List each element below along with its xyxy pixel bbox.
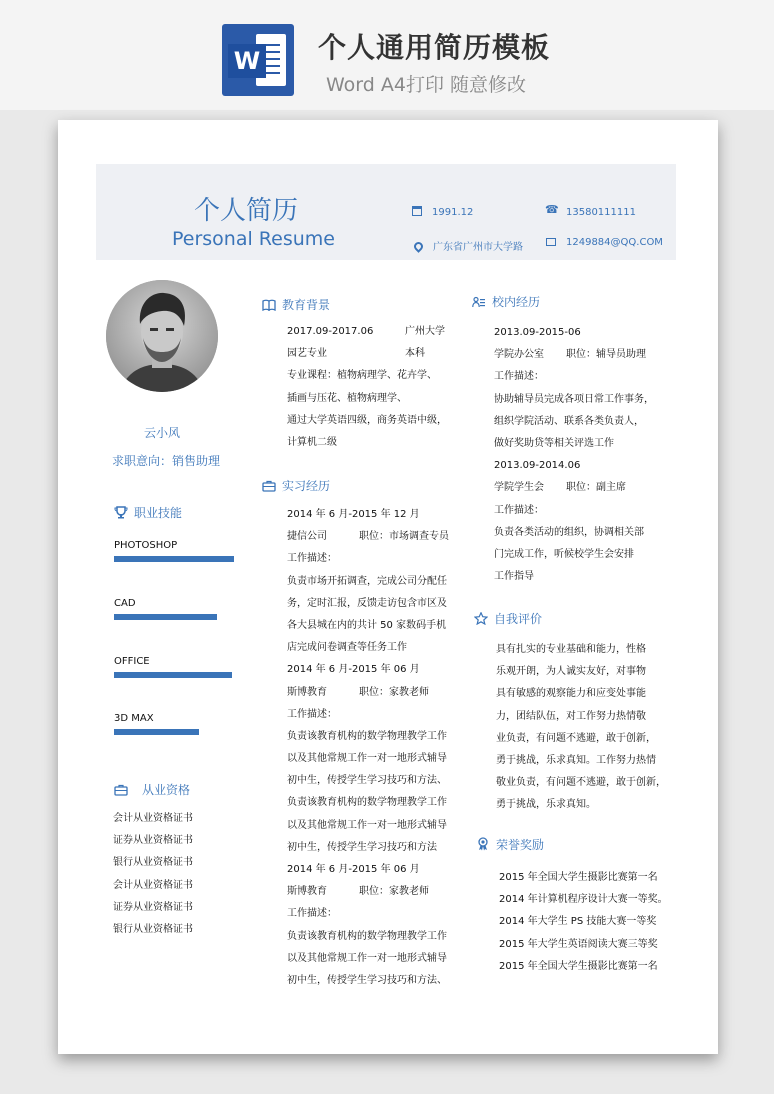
word-letter: W (228, 44, 266, 78)
text-line (287, 881, 447, 903)
skill-name: OFFICE (114, 656, 150, 667)
text-line (287, 526, 447, 548)
text-line (494, 477, 654, 499)
line-text: 门完成工作，听候校学生会安排 (494, 548, 634, 560)
line-text: 2013.09-2014.06 (494, 460, 581, 472)
text-line (287, 948, 447, 970)
internship-title-text: 实习经历 (282, 479, 331, 493)
banner-subtitle: Word A4打印 随意修改 (326, 74, 527, 96)
phone-info (546, 206, 636, 218)
line-text: 工作描述： (287, 553, 337, 565)
text-line (287, 548, 447, 570)
line-text: 组织学院活动、联系各类负责人， (494, 415, 644, 427)
text-line: 2015 年大学生英语阅读大赛三等奖 (499, 938, 658, 950)
line-text: 学院办公室 (494, 349, 544, 361)
suitcase-icon (262, 480, 276, 492)
text-line (494, 544, 654, 566)
address-info (414, 238, 523, 253)
education-list (287, 321, 447, 454)
education-title-text: 教育背景 (282, 298, 331, 312)
text-line (287, 859, 447, 881)
skill-item (114, 598, 136, 609)
line-text: 负责该教育机构的数学物理教学工作 (287, 797, 447, 809)
text-line (287, 970, 447, 992)
job-intent: 求职意向：销售助理 (112, 454, 221, 468)
line-text: 工作描述： (287, 908, 337, 920)
text-line: 银行从业资格证书 (113, 923, 193, 935)
trophy-icon (114, 506, 128, 518)
star-icon (474, 612, 488, 624)
line-text: 工作描述： (494, 371, 544, 383)
resume-subtitle: Personal Resume (172, 228, 335, 250)
mail-icon (546, 238, 556, 246)
text-line (287, 637, 447, 659)
line-text: 2014 年 6 月-2015 年 06 月 (287, 664, 420, 676)
text-line (287, 726, 447, 748)
line-text-secondary: 职位：辅导员助理 (566, 349, 646, 361)
line-text: 协助辅导员完成各项日常工作事务， (494, 393, 654, 405)
text-line (287, 815, 447, 837)
selfeval-list (496, 639, 666, 817)
calendar-icon (412, 206, 422, 216)
text-line: 勇于挑战，乐求真知。工作努力热情 (496, 754, 656, 766)
resume-title: 个人简历 (194, 196, 299, 226)
email-text: 1249884@QQ.COM (566, 237, 663, 248)
text-line: 证券从业资格证书 (113, 835, 193, 847)
text-line: 证券从业资格证书 (113, 901, 193, 913)
selfeval-title-text: 自我评价 (494, 612, 543, 626)
line-text: 各大县城在内的共计 50 家数码手机 (287, 619, 447, 631)
text-line (494, 566, 654, 588)
skill-level-bar (114, 556, 234, 562)
email-info (546, 237, 663, 248)
line-text: 负责该教育机构的数学物理教学工作 (287, 930, 447, 942)
line-text: 以及其他常规工作一对一地形式辅导 (287, 952, 447, 964)
line-text: 计算机二级 (287, 436, 337, 448)
campus-section-title (472, 293, 540, 310)
line-text-secondary: 职位：家教老师 (359, 886, 429, 898)
line-text-secondary: 职位：家教老师 (359, 686, 429, 698)
line-text-secondary: 职位：副主席 (566, 482, 626, 494)
text-line (287, 593, 447, 615)
line-text: 斯博教育 (287, 886, 327, 898)
skill-level-bar (114, 672, 232, 678)
address-text: 广东省广州市大学路 (433, 242, 523, 253)
line-text: 负责市场开拓调查，完成公司分配任 (287, 575, 447, 587)
line-text: 插画与压花、植物病理学、 (287, 392, 407, 404)
awards-title-text: 荣誉奖励 (496, 838, 545, 852)
skill-name: PHOTOSHOP (114, 540, 178, 551)
skill-level-bar (114, 729, 199, 735)
text-line (287, 343, 447, 365)
text-line: 2015 年全国大学生摄影比赛第一名 (499, 872, 658, 883)
line-text: 园艺专业 (287, 348, 327, 360)
text-line: 具有扎实的专业基础和能力，性格 (496, 644, 646, 655)
text-line: 勇于挑战，乐求真知。 (496, 799, 596, 811)
line-text: 店完成问卷调查等任务工作 (287, 642, 407, 654)
birth-text: 1991.12 (432, 207, 474, 218)
line-text: 以及其他常规工作一对一地形式辅导 (287, 753, 447, 765)
campus-list (494, 322, 654, 588)
text-line (287, 410, 447, 432)
text-line: 会计从业资格证书 (113, 879, 193, 891)
text-line: 2014 年计算机程序设计大赛一等奖。 (499, 894, 668, 906)
location-pin-icon (412, 240, 425, 253)
line-text: 2017.09-2017.06 (287, 326, 374, 337)
line-text: 初中生，传授学生学习技巧和方法、 (287, 974, 447, 986)
text-line: 银行从业资格证书 (113, 857, 193, 869)
text-line: 2015 年全国大学生摄影比赛第一名 (499, 960, 658, 972)
text-line (287, 571, 447, 593)
word-logo-icon (222, 24, 294, 96)
phone-text: 13580111111 (566, 207, 636, 218)
skill-level-bar (114, 614, 217, 620)
people-icon (472, 296, 486, 308)
text-line: 业负责，有问题不逃避，敢于创新， (496, 732, 656, 744)
line-text-secondary: 职位：市场调查专员 (359, 531, 449, 543)
text-line (287, 365, 447, 387)
text-line (494, 500, 654, 522)
internship-section-title (262, 477, 330, 494)
phone-icon (546, 206, 556, 216)
line-text: 工作指导 (494, 571, 534, 583)
text-line (494, 366, 654, 388)
text-line (494, 389, 654, 411)
text-line (287, 682, 447, 704)
text-line: 会计从业资格证书 (113, 813, 193, 824)
text-line (287, 432, 447, 454)
birth-info (412, 206, 473, 218)
text-line: 敬业负责，有问题不逃避，敢于创新， (496, 777, 666, 789)
text-line (287, 388, 447, 410)
text-line (287, 748, 447, 770)
text-line (494, 455, 654, 477)
line-text: 学院学生会 (494, 482, 544, 494)
text-line: 乐观开朗，为人诚实友好，对事物 (496, 666, 646, 678)
text-line: 具有敏感的观察能力和应变处事能 (496, 688, 646, 700)
medal-icon (476, 837, 490, 849)
text-line (287, 926, 447, 948)
awards-section-title (476, 836, 544, 853)
text-line (287, 792, 447, 814)
text-line (494, 433, 654, 455)
skill-item (114, 713, 154, 724)
text-line (287, 615, 447, 637)
text-line (494, 411, 654, 433)
line-text: 负责各类活动的组织，协调相关部 (494, 526, 644, 538)
campus-title-text: 校内经历 (492, 295, 541, 309)
internship-list (287, 504, 447, 992)
line-text: 捷信公司 (287, 531, 327, 543)
line-text: 初中生，传授学生学习技巧和方法、 (287, 775, 447, 787)
text-line: 2014 年大学生 PS 技能大赛一等奖 (499, 916, 657, 928)
book-icon (262, 299, 276, 311)
line-text: 负责该教育机构的数学物理教学工作 (287, 730, 447, 742)
person-name: 云小风 (144, 426, 181, 440)
line-text: 2013.09-2015-06 (494, 327, 581, 338)
education-section-title (262, 296, 330, 313)
text-line (494, 344, 654, 366)
awards-list (499, 867, 668, 978)
certs-title-text: 从业资格 (142, 783, 191, 797)
top-banner (0, 0, 774, 110)
line-text: 以及其他常规工作一对一地形式辅导 (287, 819, 447, 831)
text-line (287, 837, 447, 859)
line-text-secondary: 本科 (405, 348, 425, 360)
briefcase-icon (114, 784, 128, 796)
certs-section-title (114, 781, 190, 798)
text-line (494, 522, 654, 544)
text-line (494, 322, 654, 344)
skills-title-text: 职业技能 (134, 506, 183, 520)
line-text: 通过大学英语四级，商务英语中级， (287, 414, 447, 426)
certs-list (113, 808, 193, 941)
line-text: 初中生，传授学生学习技巧和方法 (287, 841, 437, 853)
text-line: 力，团结队伍，对工作努力热情敬 (496, 710, 646, 722)
line-text: 工作描述： (494, 504, 544, 516)
text-line (287, 704, 447, 726)
resume-page (58, 120, 718, 1054)
line-text-secondary: 广州大学 (405, 326, 445, 337)
skill-name: CAD (114, 598, 136, 609)
text-line (287, 903, 447, 925)
line-text: 务，定时汇报，反馈走访包含市区及 (287, 597, 447, 609)
line-text: 工作描述： (287, 708, 337, 720)
selfeval-section-title (474, 610, 542, 627)
portrait-photo (106, 280, 218, 392)
line-text: 专业课程：植物病理学、花卉学、 (287, 370, 437, 382)
skill-item (114, 656, 150, 667)
text-line (287, 504, 447, 526)
line-text: 2014 年 6 月-2015 年 12 月 (287, 509, 420, 520)
line-text: 做好奖助贷等相关评选工作 (494, 437, 614, 449)
text-line (287, 321, 447, 343)
text-line (287, 659, 447, 681)
skill-name: 3D MAX (114, 713, 154, 724)
text-line (287, 770, 447, 792)
line-text: 斯博教育 (287, 686, 327, 698)
resume-header (96, 164, 676, 260)
skills-section-title (114, 504, 182, 521)
skill-item (114, 540, 177, 551)
avatar (106, 280, 218, 392)
banner-title: 个人通用简历模板 (318, 31, 551, 64)
line-text: 2014 年 6 月-2015 年 06 月 (287, 864, 420, 875)
